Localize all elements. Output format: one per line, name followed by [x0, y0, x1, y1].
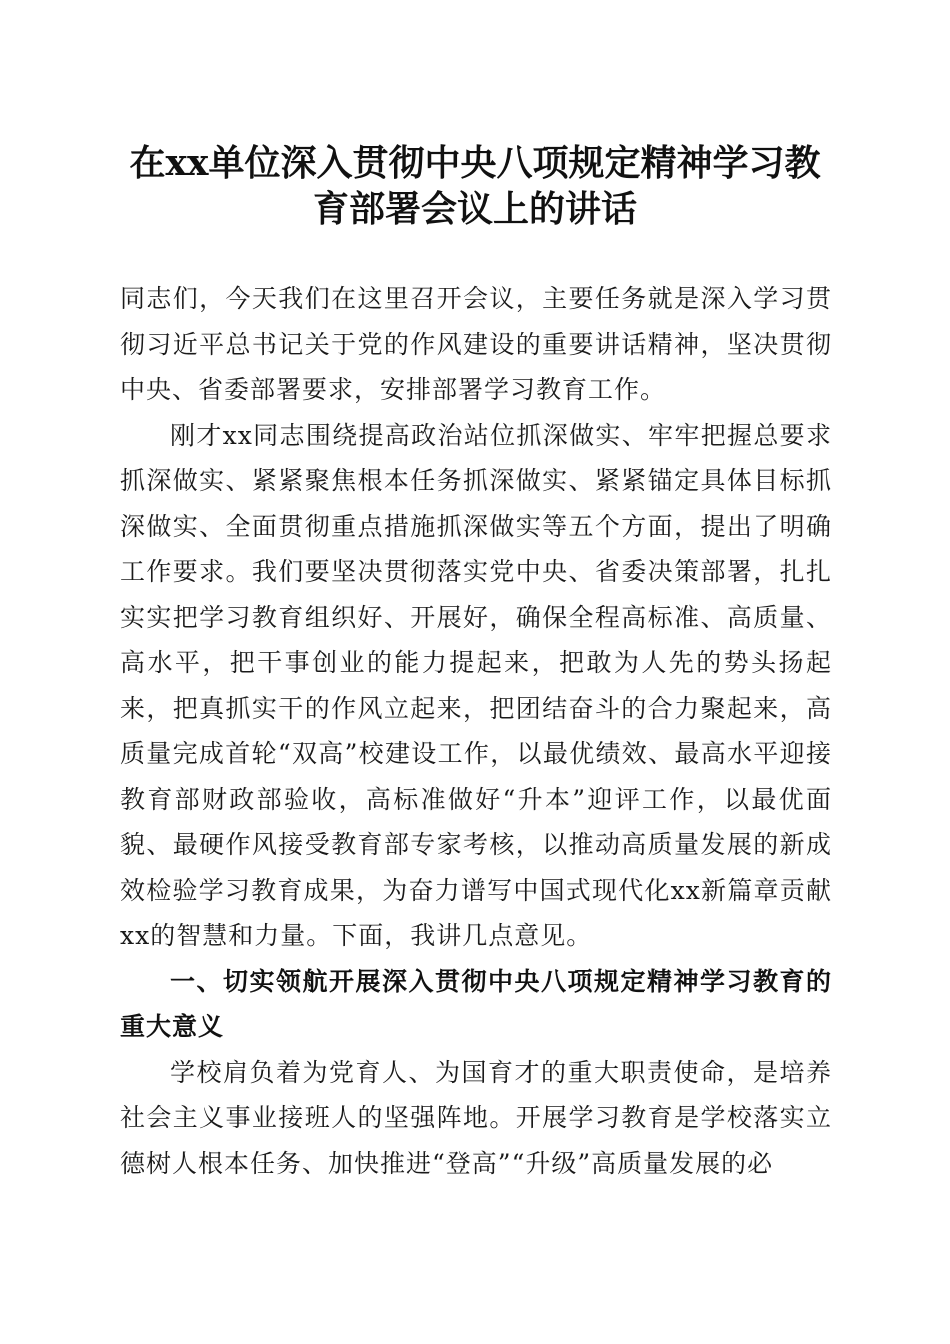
opening-paragraph: 同志们，今天我们在这里召开会议，主要任务就是深入学习贯彻习近平总书记关于党的作风建设的重要讲话精神，坚决贯彻中央、省委部署要求，安排部署学习教育工作。	[120, 284, 832, 404]
title-line-2: 育部署会议上的讲话	[312, 188, 637, 230]
section-paragraph: 学校肩负着为党育人、为国育才的重大职责使命，是培养社会主义事业接班人的坚强阵地。开展学习教育是学校落实立德树人根本任务、加快推进“登高”“升级”高质量发展的必	[120, 1057, 832, 1178]
body-paragraph: 刚才xx同志围绕提高政治站位抓深做实、牢牢把握总要求抓深做实、紧紧聚焦根本任务抓深做实、紧紧锚定具体目标抓深做实、全面贯彻重点措施抓深做实等五个方面，提出了明确工作要求。我们要坚决贯彻落实党中央、省委决策部署，扎扎实实把学习教育组织好、开展好，确保全程高标准、高质量、高水平，把干事创业的能力提起来，把敢为人先的势头扬起来，把真抓实干的作风立起来，把团结奋斗的合力聚起来，高质量完成首轮“双高”校建设工作，以最优绩效、最高水平迎接教育部财政部验收，高标准做好“升本”迎评工作，以最优面貌、最硬作风接受教育部专家考核，以推动高质量发展的新成效检验学习教育成果，为奋力谱写中国式现代化xx新篇章贡献xx的智慧和力量。下面，我讲几点意见。	[120, 420, 832, 950]
document-body	[120, 276, 832, 1186]
document-title	[110, 140, 840, 232]
section-heading: 一、切实领航开展深入贯彻中央八项规定精神学习教育的重大意义	[120, 966, 832, 1041]
title-line-1: 在xx单位深入贯彻中央八项规定精神学习教	[129, 142, 821, 184]
